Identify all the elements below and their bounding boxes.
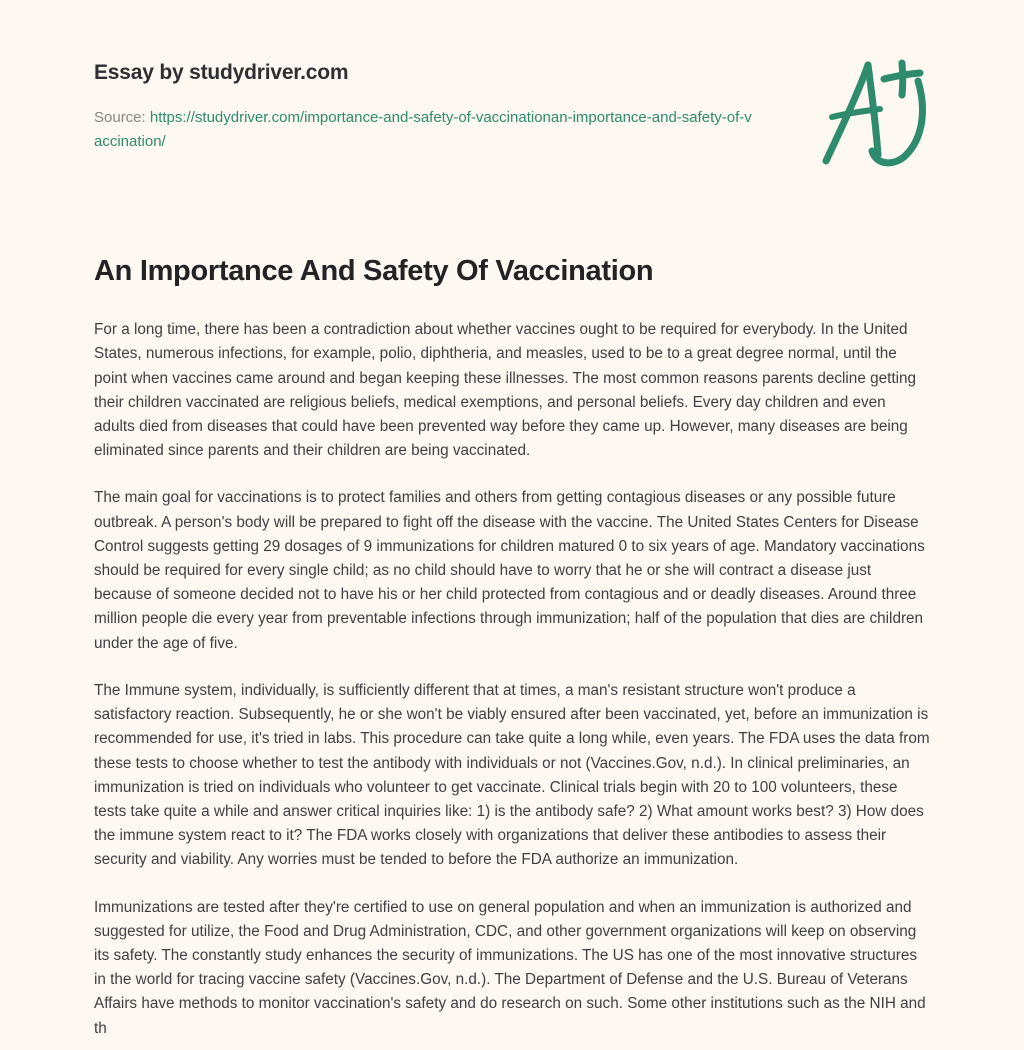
essay-body <box>94 289 930 1040</box>
page-title: An Importance And Safety Of Vaccination <box>94 255 654 287</box>
source-line <box>94 106 754 154</box>
paragraph: For a long time, there has been a contradiction about whether vaccines ought to be required for everybody. In the United States, numerous infections, for example, polio, diphtheria, and measles, used to be to a great degree normal, until the point when vaccines came around and began keeping these illnesses. The most common reasons parents decline getting their children vaccinated are religious beliefs, medical exemptions, and personal beliefs. Every day children and even adults died from diseases that could have been prevented way before they came up. However, many diseases are being eliminated since parents and their children are being vaccinated. <box>94 321 916 460</box>
source-url-link[interactable]: https://studydriver.com/importance-and-safety-of-vaccinationan-importance-and-safety-of-vaccination/ <box>94 109 752 151</box>
page-header <box>94 0 930 180</box>
byline: Essay by studydriver.com <box>94 61 349 84</box>
source-label: Source: <box>94 109 146 127</box>
paragraph: Immunizations are tested after they're certified to use on general population and when an immunization is authorized and suggested for utilize, the Food and Drug Administration, CDC, and other government organizations will keep on observing its safety. The constantly study enhances the security of immunizations. The US has one of the most innovative structures in the world for tracing vaccine safety (Vaccines.Gov, n.d.). The Department of Defense and the U.S. Bureau of Veterans Affairs have methods to monitor vaccination's safety and do research on such. Some other institutions such as the NIH and th <box>94 898 926 1037</box>
paragraph: The main goal for vaccinations is to protect families and others from getting contagious diseases or any possible future outbreak. A person's body will be prepared to fight off the disease with the vaccine. The United States Centers for Disease Control suggests getting 29 dosages of 9 immunizations for children matured 0 to six years of age. Mandatory vaccinations should be required for every single child; as no child should have to worry that he or she will contract a disease just because of someone decided not to have his or her child protected from contagious and or deadly diseases. Around three million people die every year from preventable infections through immunization; half of the population that dies are children under the age of five. <box>94 489 925 652</box>
paragraph: The Immune system, individually, is sufficiently different that at times, a man's resistant structure won't produce a satisfactory reaction. Subsequently, he or she won't be viably ensured after been vaccinated, yet, before an immunization is recommended for use, it's tried in labs. This procedure can take quite a long while, even years. The FDA uses the data from these tests to choose whether to test the antibody with individuals or not (Vaccines.Gov, n.d.). In clinical preliminaries, an immunization is tried on individuals who volunteer to get vaccinate. Clinical trials begin with 20 to 100 volunteers, these tests take quite a while and answer critical inquiries like: 1) is the antibody safe? 2) What amount works best? 3) How does the immune system react to it? The FDA works closely with organizations that deliver these antibodies to assess their security and viability. Any worries must be tended to before the FDA authorize an immunization. <box>94 681 930 869</box>
a-plus-logo <box>818 55 930 173</box>
